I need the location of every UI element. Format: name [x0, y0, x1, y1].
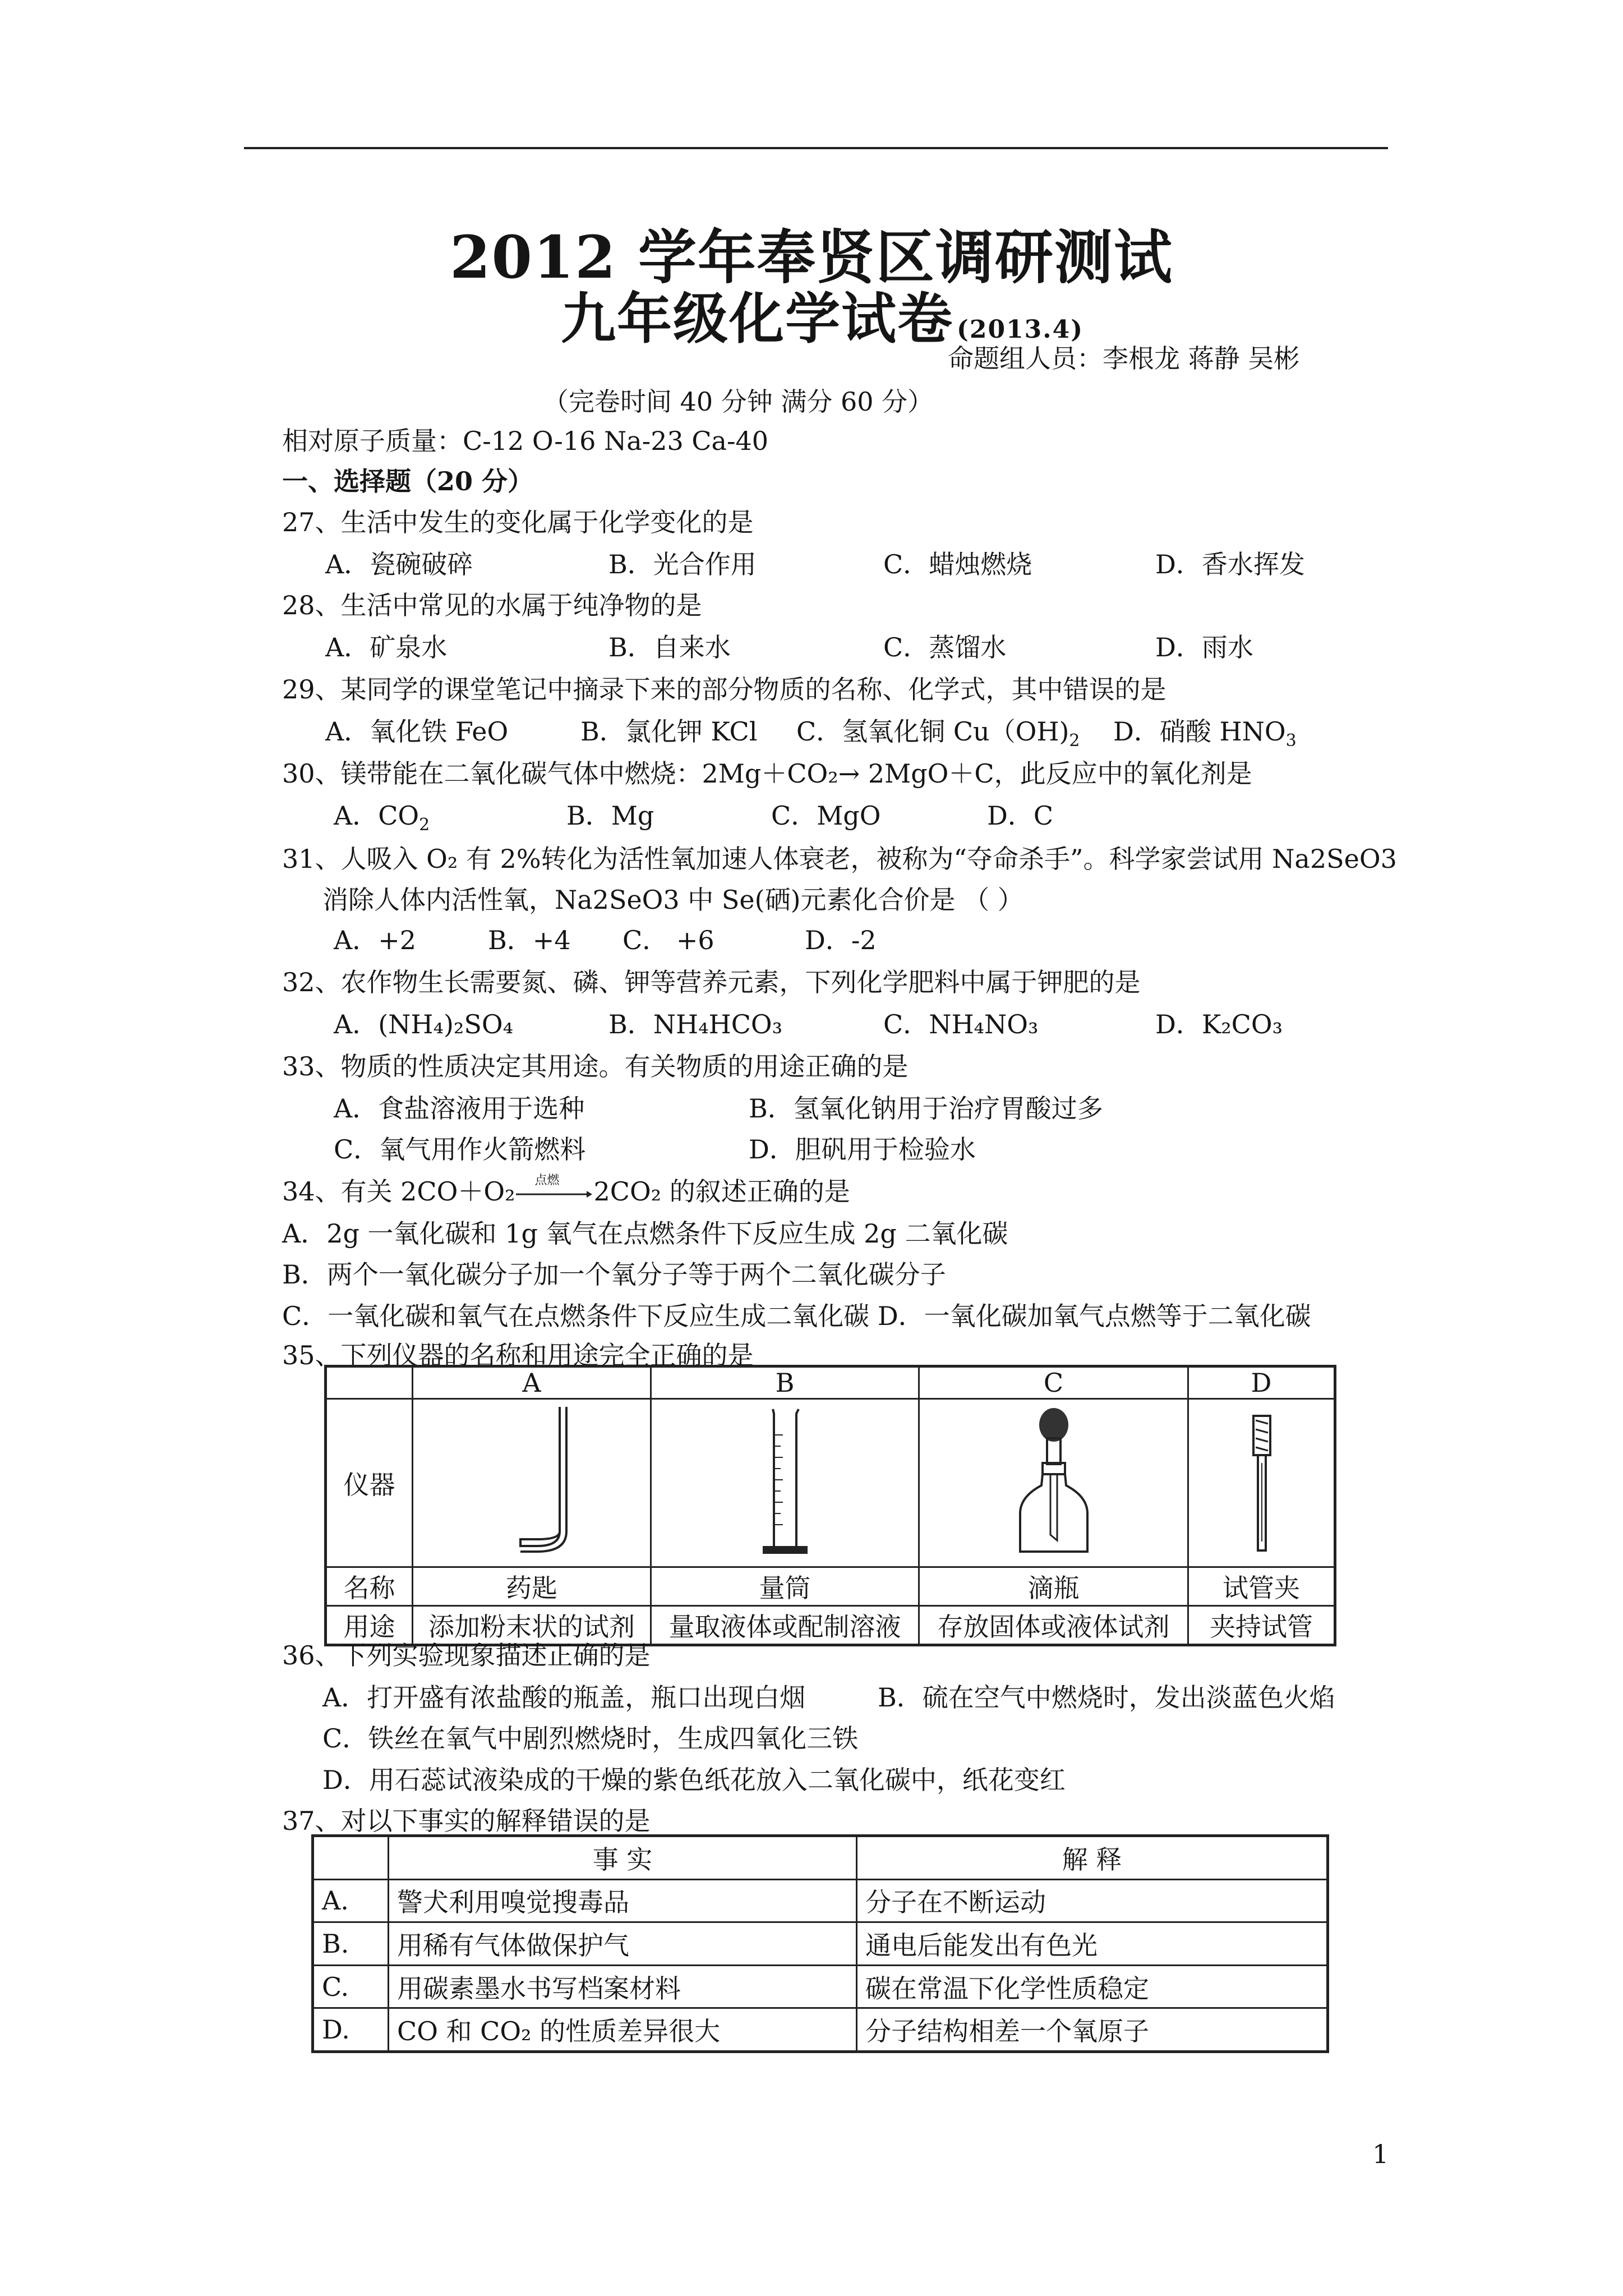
dropper-bottle-image: [919, 1399, 1188, 1567]
q33-option-d: D．胆矾用于检验水: [749, 1134, 976, 1165]
q27-option-a: A．瓷碗破碎: [325, 549, 473, 579]
medicine-spoon-icon: [476, 1401, 588, 1558]
arrow-right-icon: [515, 1188, 593, 1201]
q37-explanation-cell: 碳在常温下化学性质稳定: [857, 1965, 1328, 2008]
q32-option-b: B．NH₄HCO₃: [608, 1009, 783, 1039]
q37-header-explanation: 解 释: [857, 1836, 1328, 1880]
q34-option-b: B．两个一氧化碳分子加一个氧分子等于两个二氧化碳分子: [282, 1259, 946, 1290]
q28-option-b: B．自来水: [608, 632, 731, 662]
q36-option-c: C．铁丝在氧气中剧烈燃烧时，生成四氧化三铁: [322, 1723, 859, 1754]
reaction-arrow: 点燃: [515, 1181, 593, 1207]
q32-option-a: A．(NH₄)₂SO₄: [334, 1009, 514, 1039]
section-title: 一、选择题（20 分）: [282, 466, 534, 496]
q35-name-a: 药匙: [413, 1567, 651, 1606]
q35-use-b: 量取液体或配制溶液: [651, 1606, 919, 1645]
q35-use-c: 存放固体或液体试剂: [919, 1606, 1188, 1645]
q37-corner-cell: [313, 1836, 389, 1880]
q34-option-a: A．2g 一氧化碳和 1g 氧气在点燃条件下反应生成 2g 二氧化碳: [282, 1218, 1008, 1249]
q28-stem: 28、生活中常见的水属于纯净物的是: [282, 590, 702, 620]
q33-stem: 33、物质的性质决定其用途。有关物质的用途正确的是: [282, 1051, 909, 1082]
q29-option-a: A．氧化铁 FeO: [325, 716, 509, 747]
q35-row-label-name: 名称: [326, 1567, 413, 1606]
q31-option-c: C． +6: [623, 925, 714, 955]
q28-option-a: A．矿泉水: [325, 632, 448, 662]
q36-option-a: A．打开盛有浓盐酸的瓶盖，瓶口出现白烟: [322, 1682, 806, 1713]
q27-option-c: C．蜡烛燃烧: [883, 549, 1032, 579]
q30-option-c: C．MgO: [771, 800, 881, 831]
dropper-bottle-icon: [986, 1401, 1121, 1558]
table-row: [313, 1922, 1328, 1966]
q27-stem: 27、生活中发生的变化属于化学变化的是: [282, 507, 754, 537]
q27-option-b: B．光合作用: [608, 549, 757, 579]
authors-line: 命题组人员：李根龙 蒋静 吴彬: [948, 343, 1300, 374]
table-row: [313, 1879, 1328, 1922]
q29-option-c: C．氢氧化铜 $Cu(OH)_2$: [796, 716, 1080, 751]
q34-option-c-d: C．一氧化碳和氧气在点燃条件下反应生成二氧化碳 D．一氧化碳加氧气点燃等于二氧化碳: [282, 1301, 1311, 1331]
q35-row-label-use: 用途: [326, 1606, 413, 1645]
q29-option-b: B．氯化钾 KCl: [580, 716, 758, 747]
q32-option-d: D．K₂CO₃: [1155, 1009, 1283, 1039]
q35-instrument-row: [326, 1399, 1335, 1567]
q31-stem-line1: 31、人吸入 O₂ 有 2%转化为活性氧加速人体衰老，被称为“夺命杀手”。科学家尝试用 Na2SeO3: [282, 844, 1397, 874]
q37-header-fact: 事 实: [389, 1836, 857, 1880]
q33-option-b: B．氢氧化钠用于治疗胃酸过多: [749, 1093, 1103, 1124]
q35-name-c: 滴瓶: [919, 1567, 1188, 1606]
q28-option-c: C．蒸馏水: [883, 632, 1007, 662]
q36-option-d: D．用石蕊试液染成的干燥的紫色纸花放入二氧化碳中，纸花变红: [322, 1765, 1066, 1795]
spoon-image: [413, 1399, 651, 1567]
q31-stem-line2: 消除人体内活性氧，Na2SeO3 中 Se(硒)元素化合价是 （ ）: [322, 885, 1023, 915]
top-rule: [244, 147, 1388, 149]
q27-option-d: D．香水挥发: [1155, 549, 1305, 579]
cylinder-image: [651, 1399, 919, 1567]
q36-stem: 36、下列实验现象描述正确的是: [282, 1640, 651, 1671]
table-row: [313, 1965, 1328, 2008]
q35-header-row: [326, 1366, 1335, 1399]
q37-header-row: [313, 1836, 1328, 1880]
q35-instrument-table: [324, 1365, 1336, 1646]
q35-use-d: 夹持试管: [1188, 1606, 1335, 1645]
q37-fact-table: [311, 1834, 1329, 2053]
q35-row-label-instrument: 仪器: [326, 1399, 413, 1567]
q35-col-c: C: [919, 1366, 1188, 1399]
q35-name-b: 量筒: [651, 1567, 919, 1606]
q35-col-b: B: [651, 1366, 919, 1399]
q32-option-c: C．NH₄NO₃: [883, 1009, 1039, 1039]
q37-row-label: C.: [313, 1965, 389, 2008]
q37-explanation-cell: 通电后能发出有色光: [857, 1922, 1328, 1966]
q35-name-row: [326, 1567, 1335, 1606]
q31-option-b: B．+4: [488, 925, 571, 955]
q37-stem: 37、对以下事实的解释错误的是: [282, 1806, 651, 1836]
q35-stem: 35、下列仪器的名称和用途完全正确的是: [282, 1340, 754, 1370]
q35-corner-cell: [326, 1366, 413, 1399]
q37-explanation-cell: 分子在不断运动: [857, 1879, 1328, 1922]
q33-option-a: A．食盐溶液用于选种: [334, 1093, 585, 1124]
q30-option-d: D．C: [987, 800, 1054, 831]
q31-option-d: D．-2: [805, 925, 877, 955]
q30-stem: 30、镁带能在二氧化碳气体中燃烧：2Mg＋CO₂→ 2MgO＋C，此反应中的氧化剂是: [282, 758, 1252, 789]
q37-fact-cell: 用稀有气体做保护气: [389, 1922, 857, 1966]
q37-fact-cell: CO 和 CO₂ 的性质差异很大: [389, 2008, 857, 2052]
q37-explanation-cell: 分子结构相差一个氧原子: [857, 2008, 1328, 2052]
graduated-cylinder-icon: [729, 1401, 841, 1558]
q36-option-b: B．硫在空气中燃烧时，发出淡蓝色火焰: [878, 1682, 1335, 1713]
q29-option-d: D．硝酸 $HNO_3$: [1113, 716, 1297, 751]
q37-row-label: A.: [313, 1879, 389, 1922]
q35-col-d: D: [1188, 1366, 1335, 1399]
test-tube-holder-icon: [1222, 1401, 1301, 1558]
exam-date: (2013.4): [957, 315, 1084, 344]
exam-subject: 九年级化学试卷: [561, 287, 954, 351]
tube-clamp-image: [1188, 1399, 1335, 1567]
table-row: [313, 2008, 1328, 2052]
q30-option-a: A．$CO_2$: [334, 800, 430, 835]
q37-row-label: B.: [313, 1922, 389, 1966]
q37-fact-cell: 警犬利用嗅觉搜毒品: [389, 1879, 857, 1922]
q29-stem: 29、某同学的课堂笔记中摘录下来的部分物质的名称、化学式，其中错误的是: [282, 674, 1166, 705]
q32-stem: 32、农作物生长需要氮、磷、钾等营养元素，下列化学肥料中属于钾肥的是: [282, 967, 1141, 997]
q37-row-label: D.: [313, 2008, 389, 2052]
q35-col-a: A: [413, 1366, 651, 1399]
atomic-mass-line: 相对原子质量：C-12 O-16 Na-23 Ca-40: [282, 426, 769, 456]
exam-title-line1: 2012 学年奉贤区调研测试: [450, 223, 1173, 292]
time-score-line: （完卷时间 40 分钟 满分 60 分）: [543, 386, 934, 417]
q35-name-d: 试管夹: [1188, 1567, 1335, 1606]
q31-option-a: A．+2: [334, 925, 417, 955]
q28-option-d: D．雨水: [1155, 632, 1253, 662]
q33-option-c: C．氧气用作火箭燃料: [334, 1134, 586, 1165]
q30-option-b: B．Mg: [566, 800, 654, 831]
q34-stem: 34、有关 2CO＋O₂ 点燃 2CO₂ 的叙述正确的是: [282, 1174, 850, 1207]
q37-fact-cell: 用碳素墨水书写档案材料: [389, 1965, 857, 2008]
q35-use-a: 添加粉末状的试剂: [413, 1606, 651, 1645]
page-number: 1: [1372, 2139, 1389, 2169]
